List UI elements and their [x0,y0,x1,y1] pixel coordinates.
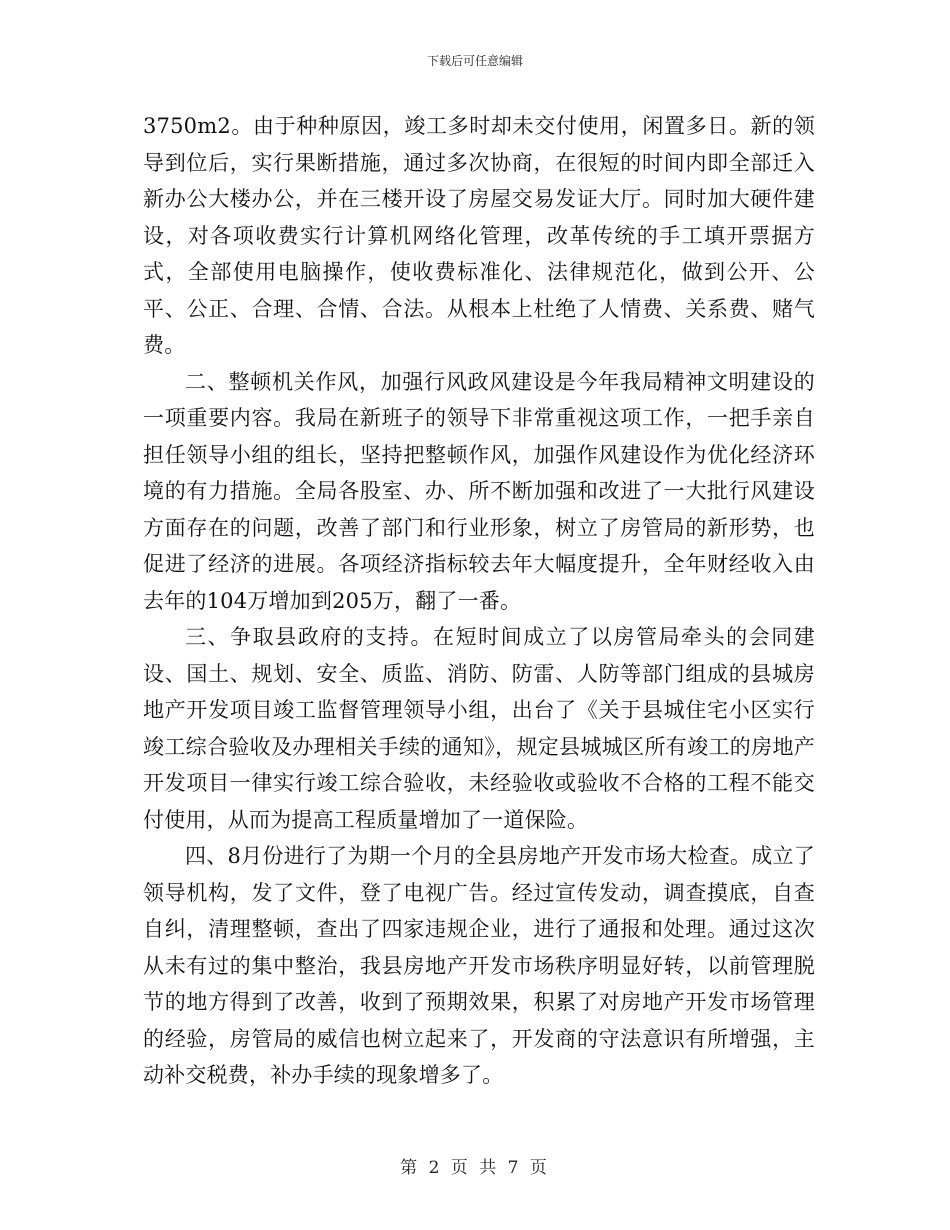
paragraph-section-two: 二、整顿机关作风，加强行风政风建设是今年我局精神文明建设的一项重要内容。我局在新班子的领导下非常重视这项工作，一把手亲自担任领导小组的组长，坚持把整顿作风，加强作风建设作为优化经济环境的有力措施。全局各股室、办、所不断加强和改进了一大批行风建设方面存在的问题，改善了部门和行业形象，树立了房管局的新形势，也促进了经济的进展。各项经济指标较去年大幅度提升，全年财经收入由去年的104万增加到205万，翻了一番。 [143,369,815,613]
document-body [143,108,815,1094]
page-number-footer: 第 2 页 共 7 页 [400,1158,550,1178]
paragraph-section-four: 四、8月份进行了为期一个月的全县房地产开发市场大检查。成立了领导机构，发了文件，登了电视广告。经过宣传发动，调查摸底，自查自纠，清理整顿，查出了四家违规企业，进行了通报和处理。通过这次从未有过的集中整治，我县房地产开发市场秩序明显好转，以前管理脱节的地方得到了改善，收到了预期效果，积累了对房地产开发市场管理的经验，房管局的威信也树立起来了，开发商的守法意识有所增强，主动补交税费，补办手续的现象增多了。 [143,844,815,1087]
page-header-note: 下载后可任意编辑 [426,54,523,68]
paragraph-section-three: 三、争取县政府的支持。在短时间成立了以房管局牵头的会同建设、国土、规划、安全、质监、消防、防雷、人防等部门组成的县城房地产开发项目竣工监督管理领导小组，出台了《关于县城住宅小区实行竣工综合验收及办理相关手续的通知》，规定县城城区所有竣工的房地产开发项目一律实行竣工综合验收，未经验收或验收不合格的工程不能交付使用，从而为提高工程质量增加了一道保险。 [143,625,815,832]
paragraph-continuation: 3750m2。由于种种原因，竣工多时却未交付使用，闲置多日。新的领导到位后，实行果断措施，通过多次协商，在很短的时间内即全部迁入新办公大楼办公，并在三楼开设了房屋交易发证大厅。同时加大硬件建设，对各项收费实行计算机网络化管理，改革传统的手工填开票据方式，全部使用电脑操作，使收费标准化、法律规范化，做到公开、公平、公正、合理、合情、合法。从根本上杜绝了人情费、关系费、赌气费。 [143,114,815,357]
